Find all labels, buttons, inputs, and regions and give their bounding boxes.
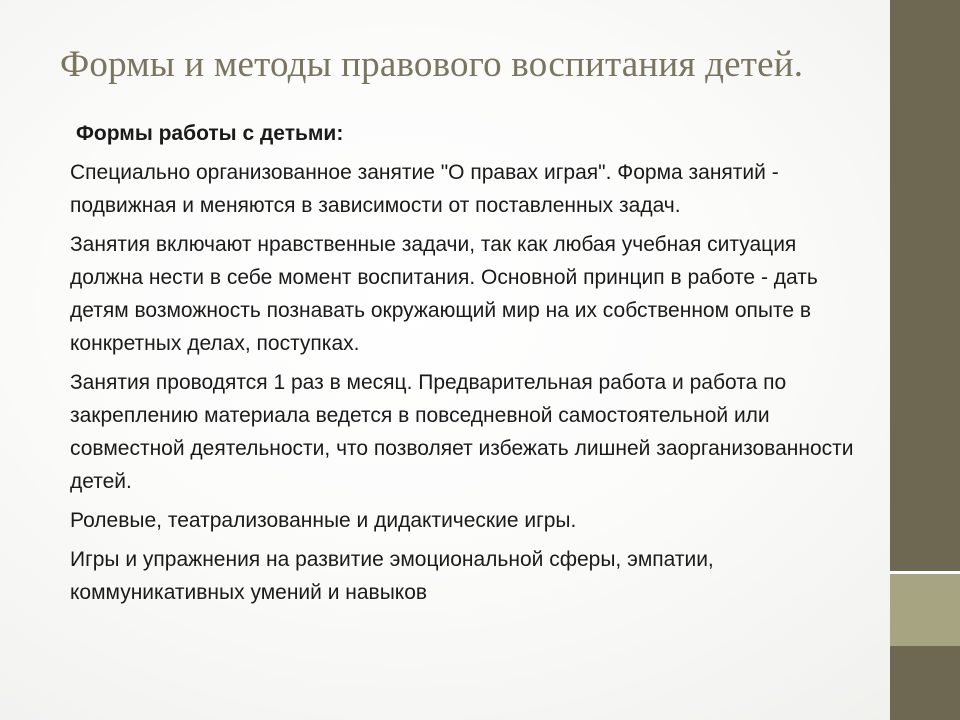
side-bar-top-segment	[890, 0, 960, 574]
decorative-side-bar	[890, 0, 960, 720]
paragraph: Ролевые, театрализованные и дидактические игры.	[70, 509, 577, 532]
side-bar-middle-segment	[890, 574, 960, 646]
paragraph: Занятия включают нравственные задачи, так как любая учебная ситуация должна нести в себе момент воспитания. Основной принцип в работе - дать детям возможность познавать окружающий мир на их собственном опыте в конкретных делах, поступках.	[70, 233, 818, 355]
paragraph: Специально организованное занятие "О правах играя". Форма занятий - подвижная и меняются в зависимости от поставленных задач.	[70, 161, 779, 217]
section-heading: Формы работы с детьми:	[76, 122, 344, 145]
paragraph: Игры и упражнения на развитие эмоциональной сферы, эмпатии, коммуникативных умений и навыков	[70, 548, 714, 604]
slide-title: Формы и методы правового воспитания детей.	[60, 44, 804, 85]
slide-content	[70, 117, 860, 615]
side-bar-bottom-segment	[890, 646, 960, 720]
paragraph: Занятия проводятся 1 раз в месяц. Предварительная работа и работа по закреплению материала ведется в повседневной самостоятельной или совместной деятельности, что позволяет избежать лишней заорганизованности детей.	[70, 371, 854, 493]
